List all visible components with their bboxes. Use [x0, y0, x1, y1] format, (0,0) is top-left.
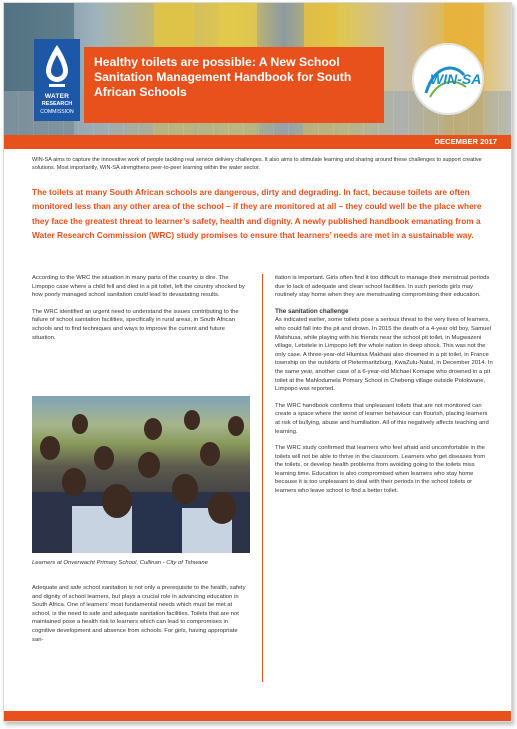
winsa-logo-text: WIN-SA: [430, 71, 482, 87]
paragraph: The WRC study confirmed that learners who feel afraid and uncomfortable in the toilets will not be able to thrive in the classroom. Learners who get diseases from the toilets, or develop health problems from avoiding going to the toilets miss learning time. Education is also compromised when learners who stay home because it is too unpleasant to deal with their periods in the school toilets or learners who leave school to find a better toilet.: [275, 445, 486, 495]
footer-bar: [4, 711, 512, 722]
wrc-logo-line2: RESEARCH: [41, 101, 73, 107]
page-title: Healthy toilets are possible: A New School Sanitation Management Handbook for South African Schools: [84, 47, 384, 123]
column-divider: [262, 274, 263, 682]
intro-text: WIN-SA aims to capture the innovative work of people tackling real service delivery challenges. It also aims to stimulate learning and sharing around these challenges to support creative solutions. Most importantly, WIN-SA strengthens peer-to-peer learning within the water sector.: [32, 157, 482, 172]
section-heading: The sanitation challenge: [275, 307, 349, 315]
document-page: [3, 2, 512, 722]
paragraph: Adequate and safe school sanitation is not only a prerequisite to the health, safety and dignity of school learners, but plays a crucial role in advancing education in South Africa. One of learners’ most fundamental needs which must be met at school, is the need to safe and adequate sanitation facilities. Toilets that are not maintained pose a health risk to learners which can lead to compromises in cognitive development and absence from schools. For girls, having appropriate san-: [32, 585, 246, 643]
paragraph: According to the WRC the situation in many parts of the country is dire. The Limpopo case where a child fell and died in a pit toilet, left the country shocked by how poorly managed school sanitation could lead to devastating results.: [32, 275, 245, 299]
paragraph: The WRC identified an urgent need to understand the issues contributing to the failure of school sanitation facilities, specifically in rural areas, in South African schools and to find techniques and ways to improve the current and future situation.: [32, 308, 239, 341]
winsa-logo: [412, 43, 484, 115]
wrc-logo-line1: WATER: [44, 93, 70, 100]
column-left-top: [32, 274, 250, 350]
paragraph: itation is important. Girls often find it too difficult to manage their menstrual periods due to lack of adequate and clean school facilities. In such periods girls may routinely stay home when they are menstruating compromising their education.: [275, 275, 490, 299]
column-left-bottom: [32, 584, 250, 652]
paragraph: As indicated earlier, some toilets pose a serious threat to the very lives of learners, who could fall into the pit and drown. In 2015 the death of a 4-year old boy, Samuel Matshusa, while playing with his friends near the school pit toilet, in Mugwazeni village, Letsitele in Limpopo left the whole nation in deep shock. This was not the only case. A three-year-old Hlumisa Makhasi also drowned in a pit toilet, in France township on the outskirts of Pietermaritzburg, KwaZulu-Natal, in December 2014. In the same year, another case of a 6-year-old Michael Komape who drowned in a pit toilet at the Mahlodumela Primary School in Chebeng village outside Polokwane, Limpopo was reported.: [275, 317, 493, 393]
photo-caption: Learners at Onverwacht Primary School, Cullinan - City of Tshwane: [32, 560, 208, 566]
water-drop-icon: [43, 43, 71, 91]
lead-paragraph: The toilets at many South African schools are dangerous, dirty and degrading. In fact, because toilets are often monitored less than any other area of the school – if they are monitored at all – they could well be the place where they face the greatest threat to learner’s safety, health and dignity. A newly published handbook emanating from a Water Research Commission (WRC) study promises to ensure that learners’ needs are met in a sustainable way.: [32, 187, 482, 241]
learners-photo: [32, 396, 250, 553]
paragraph: The WRC handbook confirms that unpleasant toilets that are not monitored can create a space where the worst of learner behaviour can flourish, placing learners at risk of bullying, abuse and humiliation. All of this negatively affects teaching and learning.: [275, 402, 489, 435]
wrc-logo-line3: COMMISSION: [40, 109, 74, 115]
publication-date: DECEMBER 2017: [434, 137, 497, 146]
wrc-logo: [34, 39, 80, 121]
column-right: [275, 274, 493, 504]
